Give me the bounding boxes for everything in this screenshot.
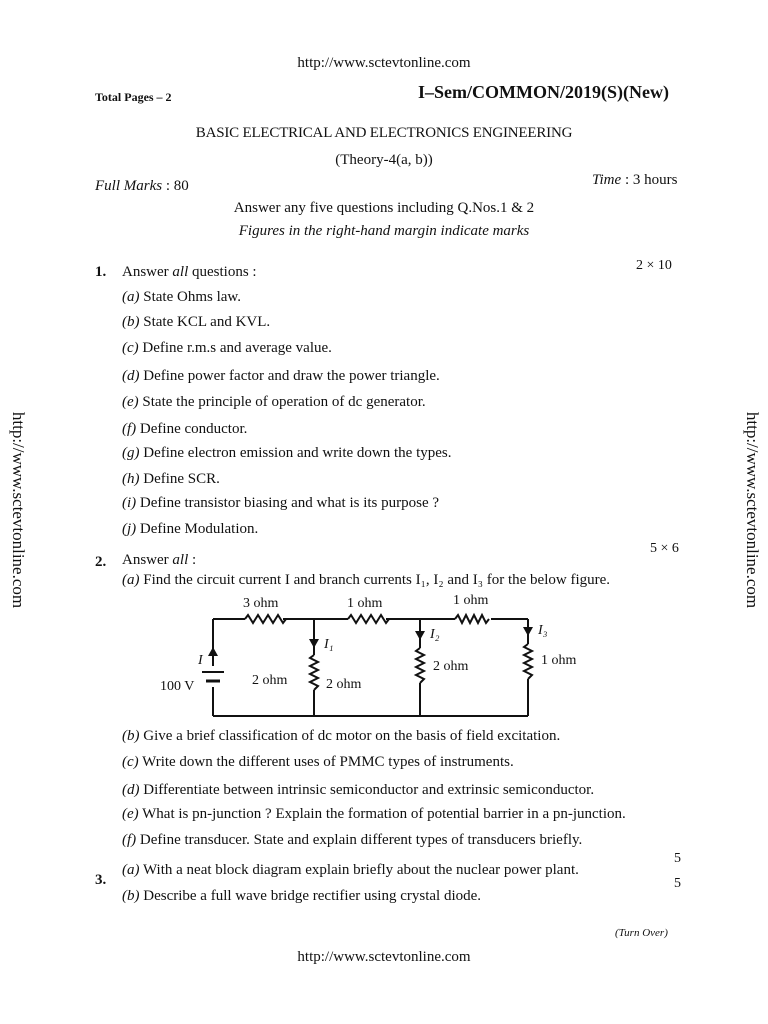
q2-item-label: (d) (122, 782, 140, 798)
time-value: : 3 hours (624, 172, 678, 188)
q3-item-text: Describe a full wave bridge rectifier using crystal diode. (143, 888, 482, 904)
label-r-series-3: 1 ohm (453, 593, 489, 608)
q1-item-label: (f) (122, 421, 137, 437)
instruction-2: Figures in the right-hand margin indicate marks (238, 223, 530, 239)
q1-item-label: (d) (122, 368, 140, 384)
q2-marks: 5 × 6 (650, 541, 679, 556)
q2-number: 2. (95, 554, 107, 570)
q1-item-label: (e) (122, 394, 139, 410)
label-current-main: I (198, 653, 203, 668)
subject-title: BASIC ELECTRICAL AND ELECTRONICS ENGINEERING (195, 125, 573, 141)
paper-code: I–Sem/COMMON/2019(S)(New) (418, 82, 669, 102)
q2-item-label: (b) (122, 728, 140, 744)
label-current-2: I₂ (430, 627, 440, 642)
q3-item (122, 862, 579, 879)
q2-item-text: Write down the different uses of PMMC types of instruments. (142, 754, 514, 770)
arrow-main-current-icon (208, 647, 218, 656)
q2-item-text: What is pn-junction ? Explain the formation of potential barrier in a pn-junction. (142, 806, 626, 822)
full-marks-value: : 80 (165, 178, 189, 194)
label-r-shunt-1: 2 ohm (326, 677, 362, 692)
q1-item-text: Define SCR. (143, 471, 220, 487)
label-r-series-1: 3 ohm (243, 596, 279, 611)
header-url[interactable]: http://www.sctevtonline.com (297, 55, 471, 71)
q1-item-label: (c) (122, 340, 139, 356)
q1-item-text: Define electron emission and write down the types. (143, 445, 452, 461)
q3-item (122, 888, 481, 905)
q1-item-text: Define transistor biasing and what is its purpose ? (139, 495, 440, 511)
resistor-shunt-1 (310, 655, 318, 690)
side-url-left[interactable]: http://www.sctevtonline.com (9, 411, 28, 609)
q1-item-text: Define power factor and draw the power triangle. (143, 368, 440, 384)
q3-item-marks: 5 (674, 851, 681, 866)
arrow-i3-icon (523, 627, 533, 636)
label-source: 100 V (160, 679, 195, 694)
time-label: Time (592, 172, 622, 188)
q1-stem-em: all (172, 264, 189, 280)
q1-item-text: State KCL and KVL. (143, 314, 271, 330)
q1-item-label: (g) (122, 445, 140, 461)
q2-item-label: (f) (122, 832, 137, 848)
q1-number: 1. (95, 264, 107, 280)
q1-item-text: State Ohms law. (143, 289, 242, 305)
instruction-1: Answer any five questions including Q.Nos.1 & 2 (233, 200, 535, 216)
q2-item-text: Give a brief classification of dc motor on the basis of field excitation. (143, 728, 561, 744)
q2-item-label: (c) (122, 754, 139, 770)
q2-item-text: Define transducer. State and explain different types of transducers briefly. (139, 832, 583, 848)
resistor-shunt-3 (524, 644, 532, 679)
q2-stem-em: all (172, 552, 189, 568)
q1-stem-pre: Answer (122, 264, 173, 280)
q1-marks: 2 × 10 (636, 258, 672, 273)
label-current-3: I₃ (538, 623, 548, 638)
q3-item-label: (a) (122, 862, 140, 878)
footer-url[interactable]: http://www.sctevtonline.com (297, 949, 471, 965)
label-r-shunt-3: 1 ohm (541, 653, 577, 668)
q1-item-text: Define r.m.s and average value. (142, 340, 332, 356)
label-r-source: 2 ohm (252, 673, 288, 688)
q3-number: 3. (95, 872, 107, 888)
q1-item-text: State the principle of operation of dc generator. (142, 394, 426, 410)
q2-stem-pre: Answer (122, 552, 173, 568)
q1-item-text: Define Modulation. (139, 521, 259, 537)
q1-stem-post: questions : (188, 264, 257, 280)
q2-item-label: (a) (122, 572, 140, 588)
q2-item-text: Differentiate between intrinsic semiconductor and extrinsic semiconductor. (143, 782, 595, 798)
arrow-i1-icon (309, 639, 319, 648)
q2-stem-post: : (188, 552, 197, 568)
resistor-3ohm (245, 615, 286, 623)
total-pages: Total Pages – 2 (95, 90, 172, 104)
q2-item (122, 728, 560, 745)
label-r-series-2: 1 ohm (347, 596, 383, 611)
resistor-1ohm-b (455, 615, 489, 623)
resistor-1ohm-a (348, 615, 389, 623)
full-marks-label: Full Marks (95, 178, 163, 194)
label-r-shunt-2: 2 ohm (433, 659, 469, 674)
q2-item-text: Find the circuit current I and branch currents I₁, I₂ and I₃ for the below figure. (143, 572, 611, 588)
arrow-i2-icon (415, 631, 425, 640)
q1-item-label: (h) (122, 471, 140, 487)
q1-item-label: (j) (122, 521, 137, 537)
q2-item (122, 832, 582, 849)
q3-item-text: With a neat block diagram explain briefly about the nuclear power plant. (142, 862, 579, 878)
q2-item-label: (e) (122, 806, 139, 822)
q1-item-label: (a) (122, 289, 140, 305)
q1-item-label: (i) (122, 495, 137, 511)
q2-item (122, 754, 514, 771)
q3-item-marks: 5 (674, 876, 681, 891)
q2-item (122, 782, 594, 799)
label-current-1: I₁ (324, 637, 334, 652)
turn-over: (Turn Over) (615, 927, 668, 939)
q1-item-text: Define conductor. (139, 421, 248, 437)
q3-item-label: (b) (122, 888, 140, 904)
resistor-shunt-2 (416, 648, 424, 683)
side-url-right[interactable]: http://www.sctevtonline.com (743, 411, 762, 609)
theory-code: (Theory-4(a, b)) (335, 152, 433, 168)
q2-item (122, 806, 626, 823)
q1-item-label: (b) (122, 314, 140, 330)
